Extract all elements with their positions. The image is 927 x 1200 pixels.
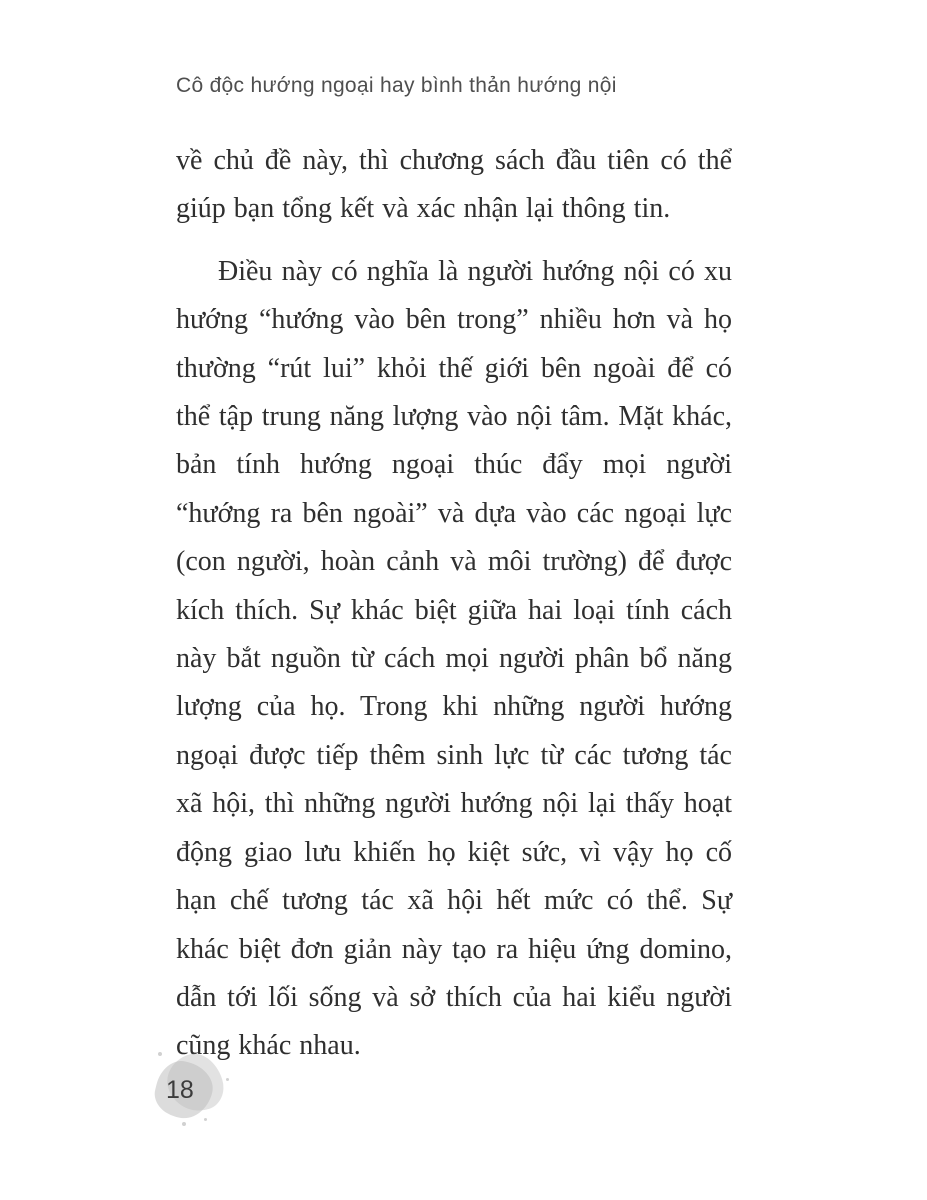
splash-dot-icon: [204, 1118, 207, 1121]
splash-dot-icon: [226, 1078, 229, 1081]
splash-dot-icon: [158, 1052, 162, 1056]
page-number: 18: [166, 1076, 194, 1104]
paragraph-continued: về chủ đề này, thì chương sách đầu tiên có thể giúp bạn tổng kết và xác nhận lại thông tin.: [176, 145, 732, 225]
page-number-decoration: [148, 1048, 258, 1158]
paragraph: Điều này có nghĩa là người hướng nội có xu hướng “hướng vào bên trong” nhiều hơn và họ thường “rút lui” khỏi thế giới bên ngoài để có thể tập trung năng lượng vào nội tâm. Mặt khác, bản tính hướng ngoại thúc đẩy mọi người “hướng ra bên ngoài” và dựa vào các ngoại lực (con người, hoàn cảnh và môi trường) để được kích thích. Sự khác biệt giữa hai loại tính cách này bắt nguồn từ cách mọi người phân bổ năng lượng của họ. Trong khi những người hướng ngoại được tiếp thêm sinh lực từ các tương tác xã hội, thì những người hướng nội lại thấy hoạt động giao lưu khiến họ kiệt sức, vì vậy họ cố hạn chế tương tác xã hội hết mức có thể. Sự khác biệt đơn giản này tạo ra hiệu ứng domino, dẫn tới lối sống và sở thích của hai kiểu người cũng khác nhau.: [176, 255, 732, 1062]
splash-dot-icon: [182, 1122, 186, 1126]
page-body: [176, 137, 732, 1071]
running-header: Cô độc hướng ngoại hay bình thản hướng nội: [176, 74, 617, 97]
